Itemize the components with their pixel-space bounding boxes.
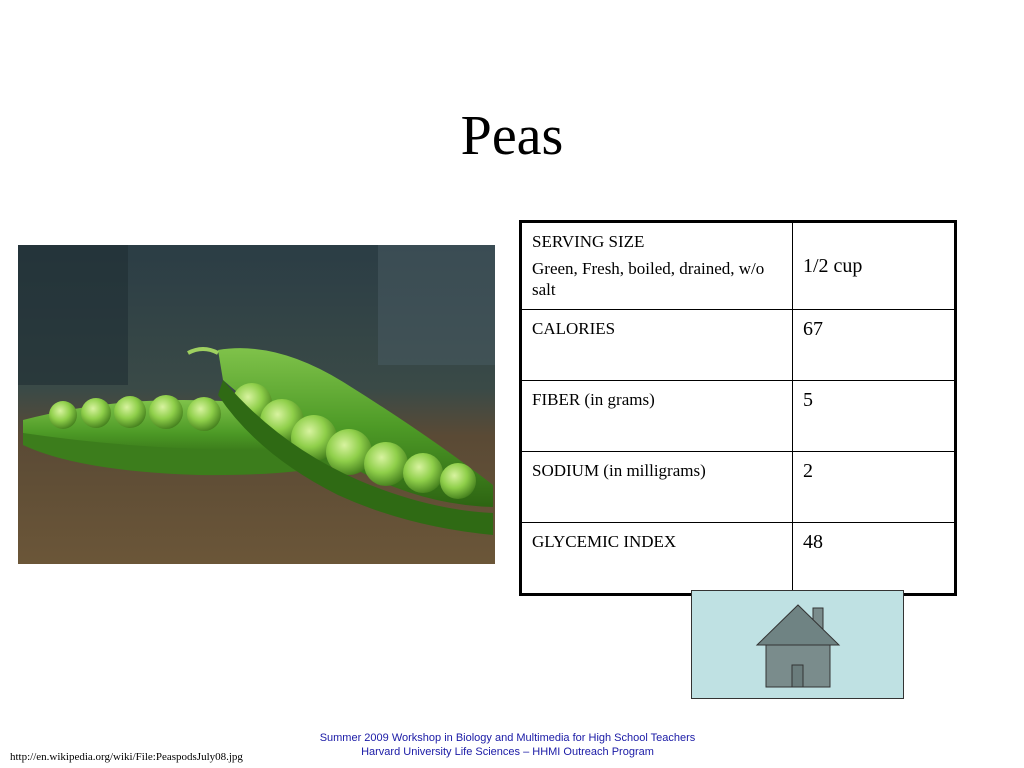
peas-pod-photo <box>18 245 495 564</box>
serving-size-cell <box>521 222 793 310</box>
row-label: FIBER (in grams) <box>521 381 793 452</box>
footer-line-1: Summer 2009 Workshop in Biology and Multimedia for High School Teachers <box>319 732 696 744</box>
row-label: GLYCEMIC INDEX <box>521 523 793 595</box>
home-button[interactable] <box>691 590 904 699</box>
row-value: 67 <box>793 310 956 381</box>
nutrition-table <box>519 220 957 596</box>
serving-size-value: 1/2 cup <box>793 222 956 310</box>
table-row <box>521 381 956 452</box>
row-label: CALORIES <box>521 310 793 381</box>
serving-size-label: SERVING SIZE <box>532 232 645 251</box>
house-icon <box>755 603 841 689</box>
row-label: SODIUM (in milligrams) <box>521 452 793 523</box>
row-value: 48 <box>793 523 956 595</box>
table-row <box>521 310 956 381</box>
row-value: 5 <box>793 381 956 452</box>
image-source-url: http://en.wikipedia.org/wiki/File:PeaspodsJuly08.jpg <box>10 751 243 763</box>
footer <box>280 731 735 759</box>
serving-size-description: Green, Fresh, boiled, drained, w/o salt <box>532 259 765 299</box>
footer-line-2: Harvard University Life Sciences – HHMI Outreach Program <box>361 746 654 758</box>
table-row <box>521 452 956 523</box>
table-row <box>521 523 956 595</box>
slide-title: Peas <box>460 105 564 167</box>
table-row <box>521 222 956 310</box>
row-value: 2 <box>793 452 956 523</box>
